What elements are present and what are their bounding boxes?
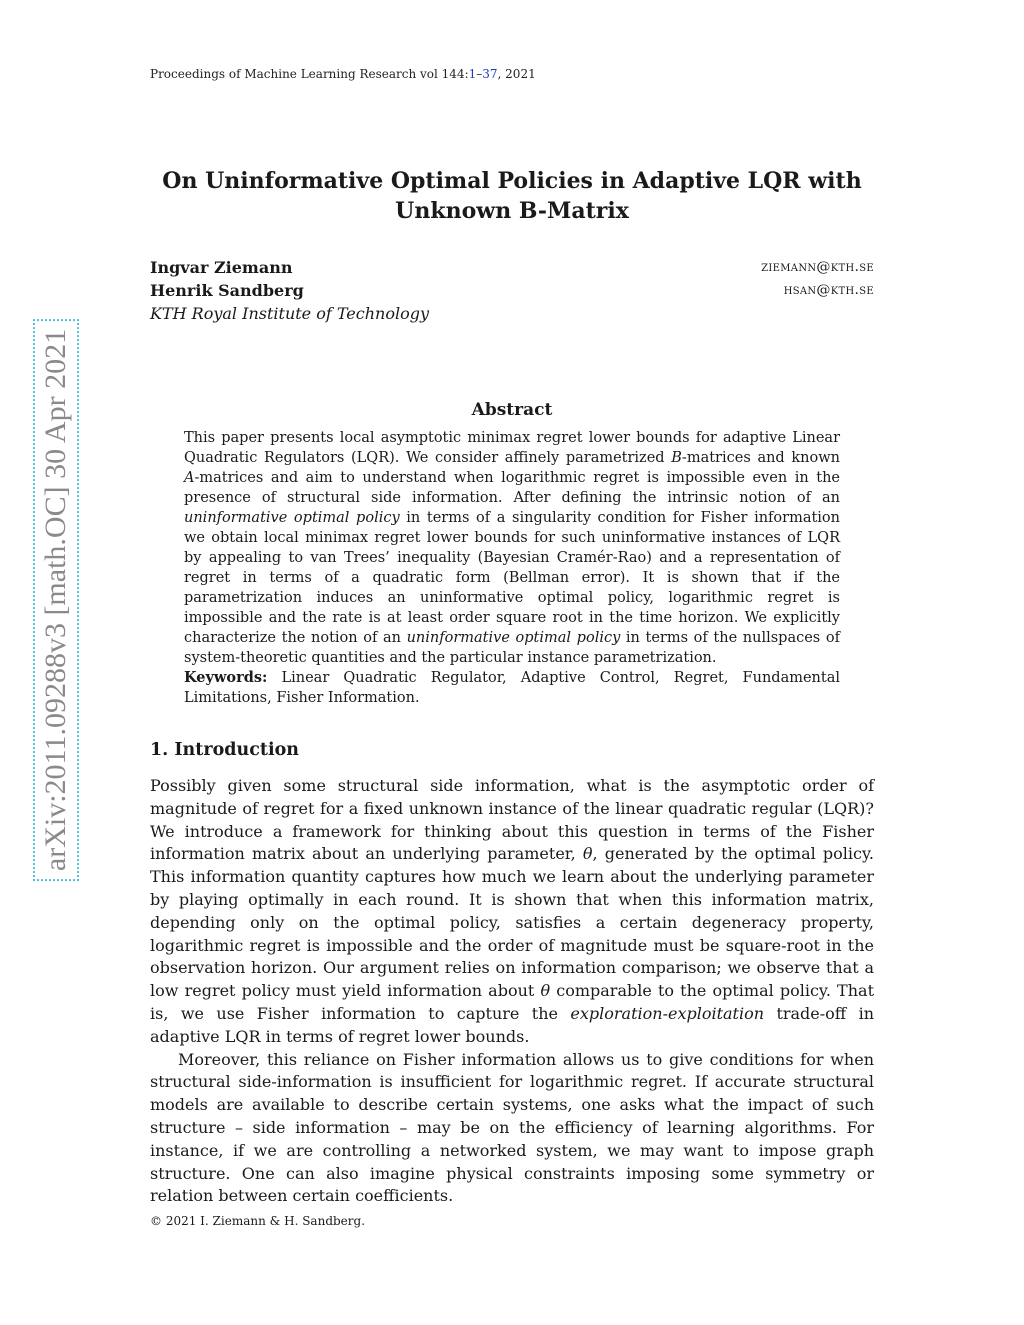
- header-text: Proceedings of Machine Learning Research vol 144:: [150, 67, 469, 81]
- page-range-separator: –: [476, 67, 483, 81]
- abstract-heading: Abstract: [471, 400, 553, 420]
- arxiv-stamp[interactable]: arXiv:2011.09288v3 [math.OC] 30 Apr 2021: [33, 319, 79, 881]
- keywords-list: Linear Quadratic Regulator, Adaptive Control, Regret, Fundamental Limitations, Fisher Information.: [184, 670, 841, 706]
- abstract-body: [184, 428, 840, 708]
- paper-title: On Uninformative Optimal Policies in Adaptive LQR with Unknown B-Matrix: [162, 168, 862, 224]
- author-row: [150, 279, 874, 302]
- intro-paragraph-1: Possibly given some structural side information, what is the asymptotic order of magnitude of regret for a fixed unknown instance of the linear quadratic regular (LQR)? We introduce a framework for thinking about this question in terms of the Fisher information matrix about an underlying parameter, θ, generated by the optimal policy. This information quantity captures how much we learn about the underlying parameter by playing optimally in each round. It is shown that when this information matrix, depending only on the optimal policy, satisfies a certain degeneracy property, logarithmic regret is impossible and the order of magnitude must be square-root in the observation horizon. Our argument relies on information comparison; we observe that a low regret policy must yield information about θ comparable to the optimal policy. That is, we use Fisher information to capture the exploration-exploitation trade-off in adaptive LQR in terms of regret lower bounds.: [150, 776, 875, 1046]
- header-year: , 2021: [497, 67, 536, 81]
- proceedings-header: [150, 67, 536, 81]
- author-block: [150, 256, 874, 325]
- abstract-paragraph: This paper presents local asymptotic minimax regret lower bounds for adaptive Linear Quadratic Regulators (LQR). We consider affinely parametrized B-matrices and known A-matrices and aim to understand when logarithmic regret is impossible even in the presence of structural side information. After defining the intrinsic notion of an uninformative optimal policy in terms of a singularity condition for Fisher information we obtain local minimax regret lower bounds for such uninformative instances of LQR by appealing to van Trees’ inequality (Bayesian Cramér-Rao) and a representation of regret in terms of a quadratic form (Bellman error). It is shown that if the parametrization induces an uninformative optimal policy, logarithmic regret is impossible and the rate is at least order square root in the time horizon. We explicitly characterize the notion of an uninformative optimal policy in terms of the nullspaces of system-theoretic quantities and the particular instance parametrization.: [184, 430, 841, 666]
- author-name: Henrik Sandberg: [150, 281, 304, 300]
- affiliation: KTH Royal Institute of Technology: [150, 304, 429, 323]
- author-row: [150, 256, 874, 279]
- author-email[interactable]: hsan@kth.se: [783, 282, 874, 298]
- copyright-footer: © 2021 I. Ziemann & H. Sandberg.: [150, 1214, 366, 1228]
- author-name: Ingvar Ziemann: [150, 258, 293, 277]
- intro-paragraph-2: Moreover, this reliance on Fisher information allows us to give conditions for when structural side-information is insufficient for logarithmic regret. If accurate structural models are available to describe certain systems, one asks what the impact of such structure – side information – may be on the efficiency of learning algorithms. For instance, if we are controlling a networked system, we may want to impose graph structure. One can also imagine physical constraints imposing some symmetry or relation between certain coefficients.: [150, 1049, 874, 1206]
- introduction-body: [150, 775, 874, 1208]
- author-email[interactable]: ziemann@kth.se: [761, 259, 874, 275]
- first-page-link[interactable]: 1: [468, 67, 477, 81]
- keywords: [184, 668, 840, 708]
- keywords-label: Keywords:: [184, 669, 268, 686]
- last-page-link[interactable]: 37: [482, 67, 498, 81]
- section-heading: 1. Introduction: [150, 740, 299, 760]
